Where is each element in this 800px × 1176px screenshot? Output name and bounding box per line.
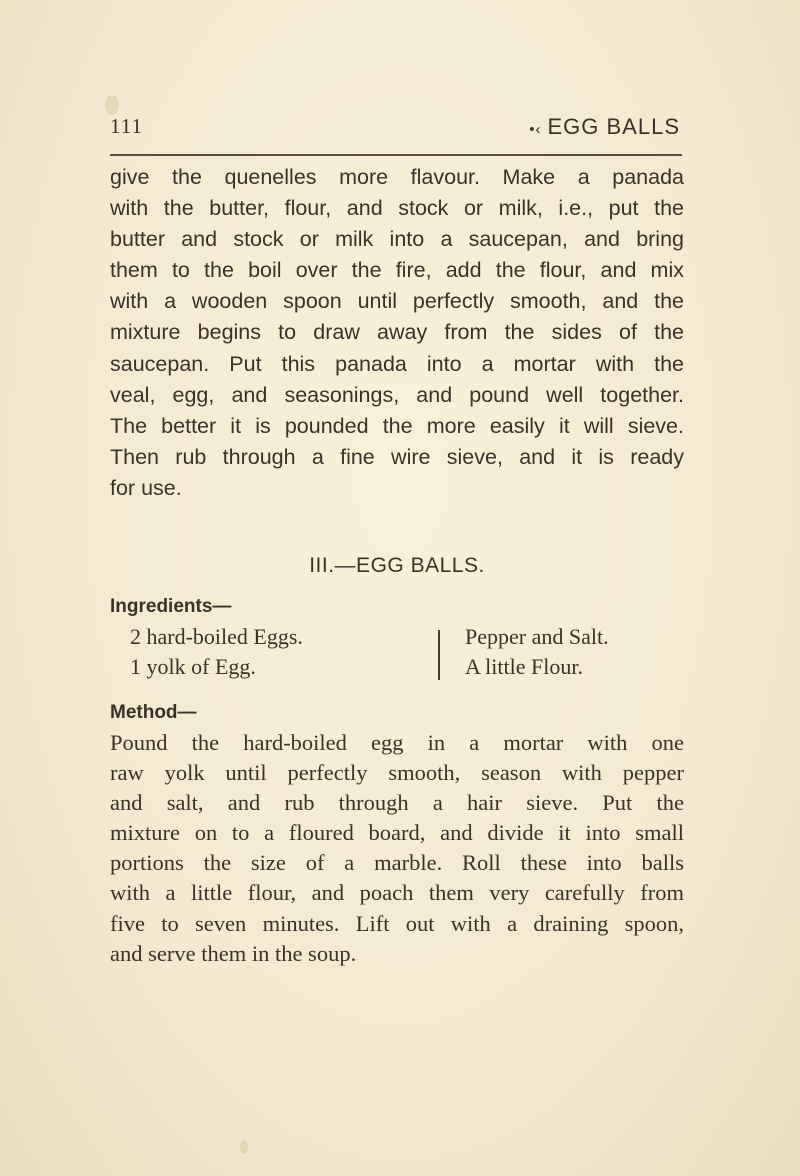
ingredient-item: 1 yolk of Egg. — [130, 654, 256, 679]
ingredient-item: Pepper and Salt. — [465, 624, 609, 649]
body-line: them to the boil over the fire, add the flour, and mix — [110, 258, 684, 283]
method-line: five to seven minutes. Lift out with a draining spoon, — [110, 910, 684, 936]
body-line: with the butter, flour, and stock or milk, i.e., put the — [110, 196, 684, 221]
section-title: III.—EGG BALLS. — [309, 554, 485, 577]
running-title-text: EGG BALLS — [547, 114, 680, 139]
body-line: saucepan. Put this panada into a mortar with the — [110, 351, 684, 376]
method-line: Pound the hard-boiled egg in a mortar with one — [110, 730, 684, 755]
body-paragraph — [110, 162, 684, 504]
paper-stain — [240, 1140, 248, 1154]
ingredients-left-column — [130, 622, 303, 682]
ingredient-item: 2 hard-boiled Eggs. — [130, 624, 303, 649]
method-line: and salt, and rub through a hair sieve. Put the — [110, 790, 684, 816]
running-title — [529, 114, 680, 140]
body-line: The better it is pounded the more easily it will sieve. — [110, 413, 684, 438]
ornament-icon: •‹ — [529, 121, 542, 138]
page-header — [110, 112, 680, 146]
body-line: for use. — [110, 475, 182, 500]
ingredients-label: Ingredients— — [110, 596, 232, 617]
ingredients-right-column — [465, 622, 609, 682]
body-line: mixture begins to draw away from the sides of the — [110, 320, 684, 345]
body-line: give the quenelles more flavour. Make a panada — [110, 165, 684, 189]
body-line: butter and stock or milk into a saucepan, and bring — [110, 227, 684, 252]
method-line: and serve them in the soup. — [110, 940, 357, 966]
ingredient-item: A little Flour. — [465, 654, 583, 679]
method-line: mixture on to a floured board, and divide it into small — [110, 820, 684, 846]
body-line: veal, egg, and seasonings, and pound well together. — [110, 382, 684, 407]
method-label: Method— — [110, 702, 197, 723]
page-number: 111 — [110, 114, 143, 138]
method-line: with a little flour, and poach them very carefully from — [110, 880, 684, 906]
body-line: Then rub through a fine wire sieve, and it is ready — [110, 444, 684, 469]
method-line: raw yolk until perfectly smooth, season with pepper — [110, 760, 684, 786]
ingredients-divider — [438, 630, 440, 680]
header-rule — [110, 154, 682, 156]
body-line: with a wooden spoon until perfectly smooth, and the — [110, 289, 684, 314]
method-paragraph — [110, 728, 684, 969]
method-line: portions the size of a marble. Roll these into balls — [110, 850, 684, 876]
